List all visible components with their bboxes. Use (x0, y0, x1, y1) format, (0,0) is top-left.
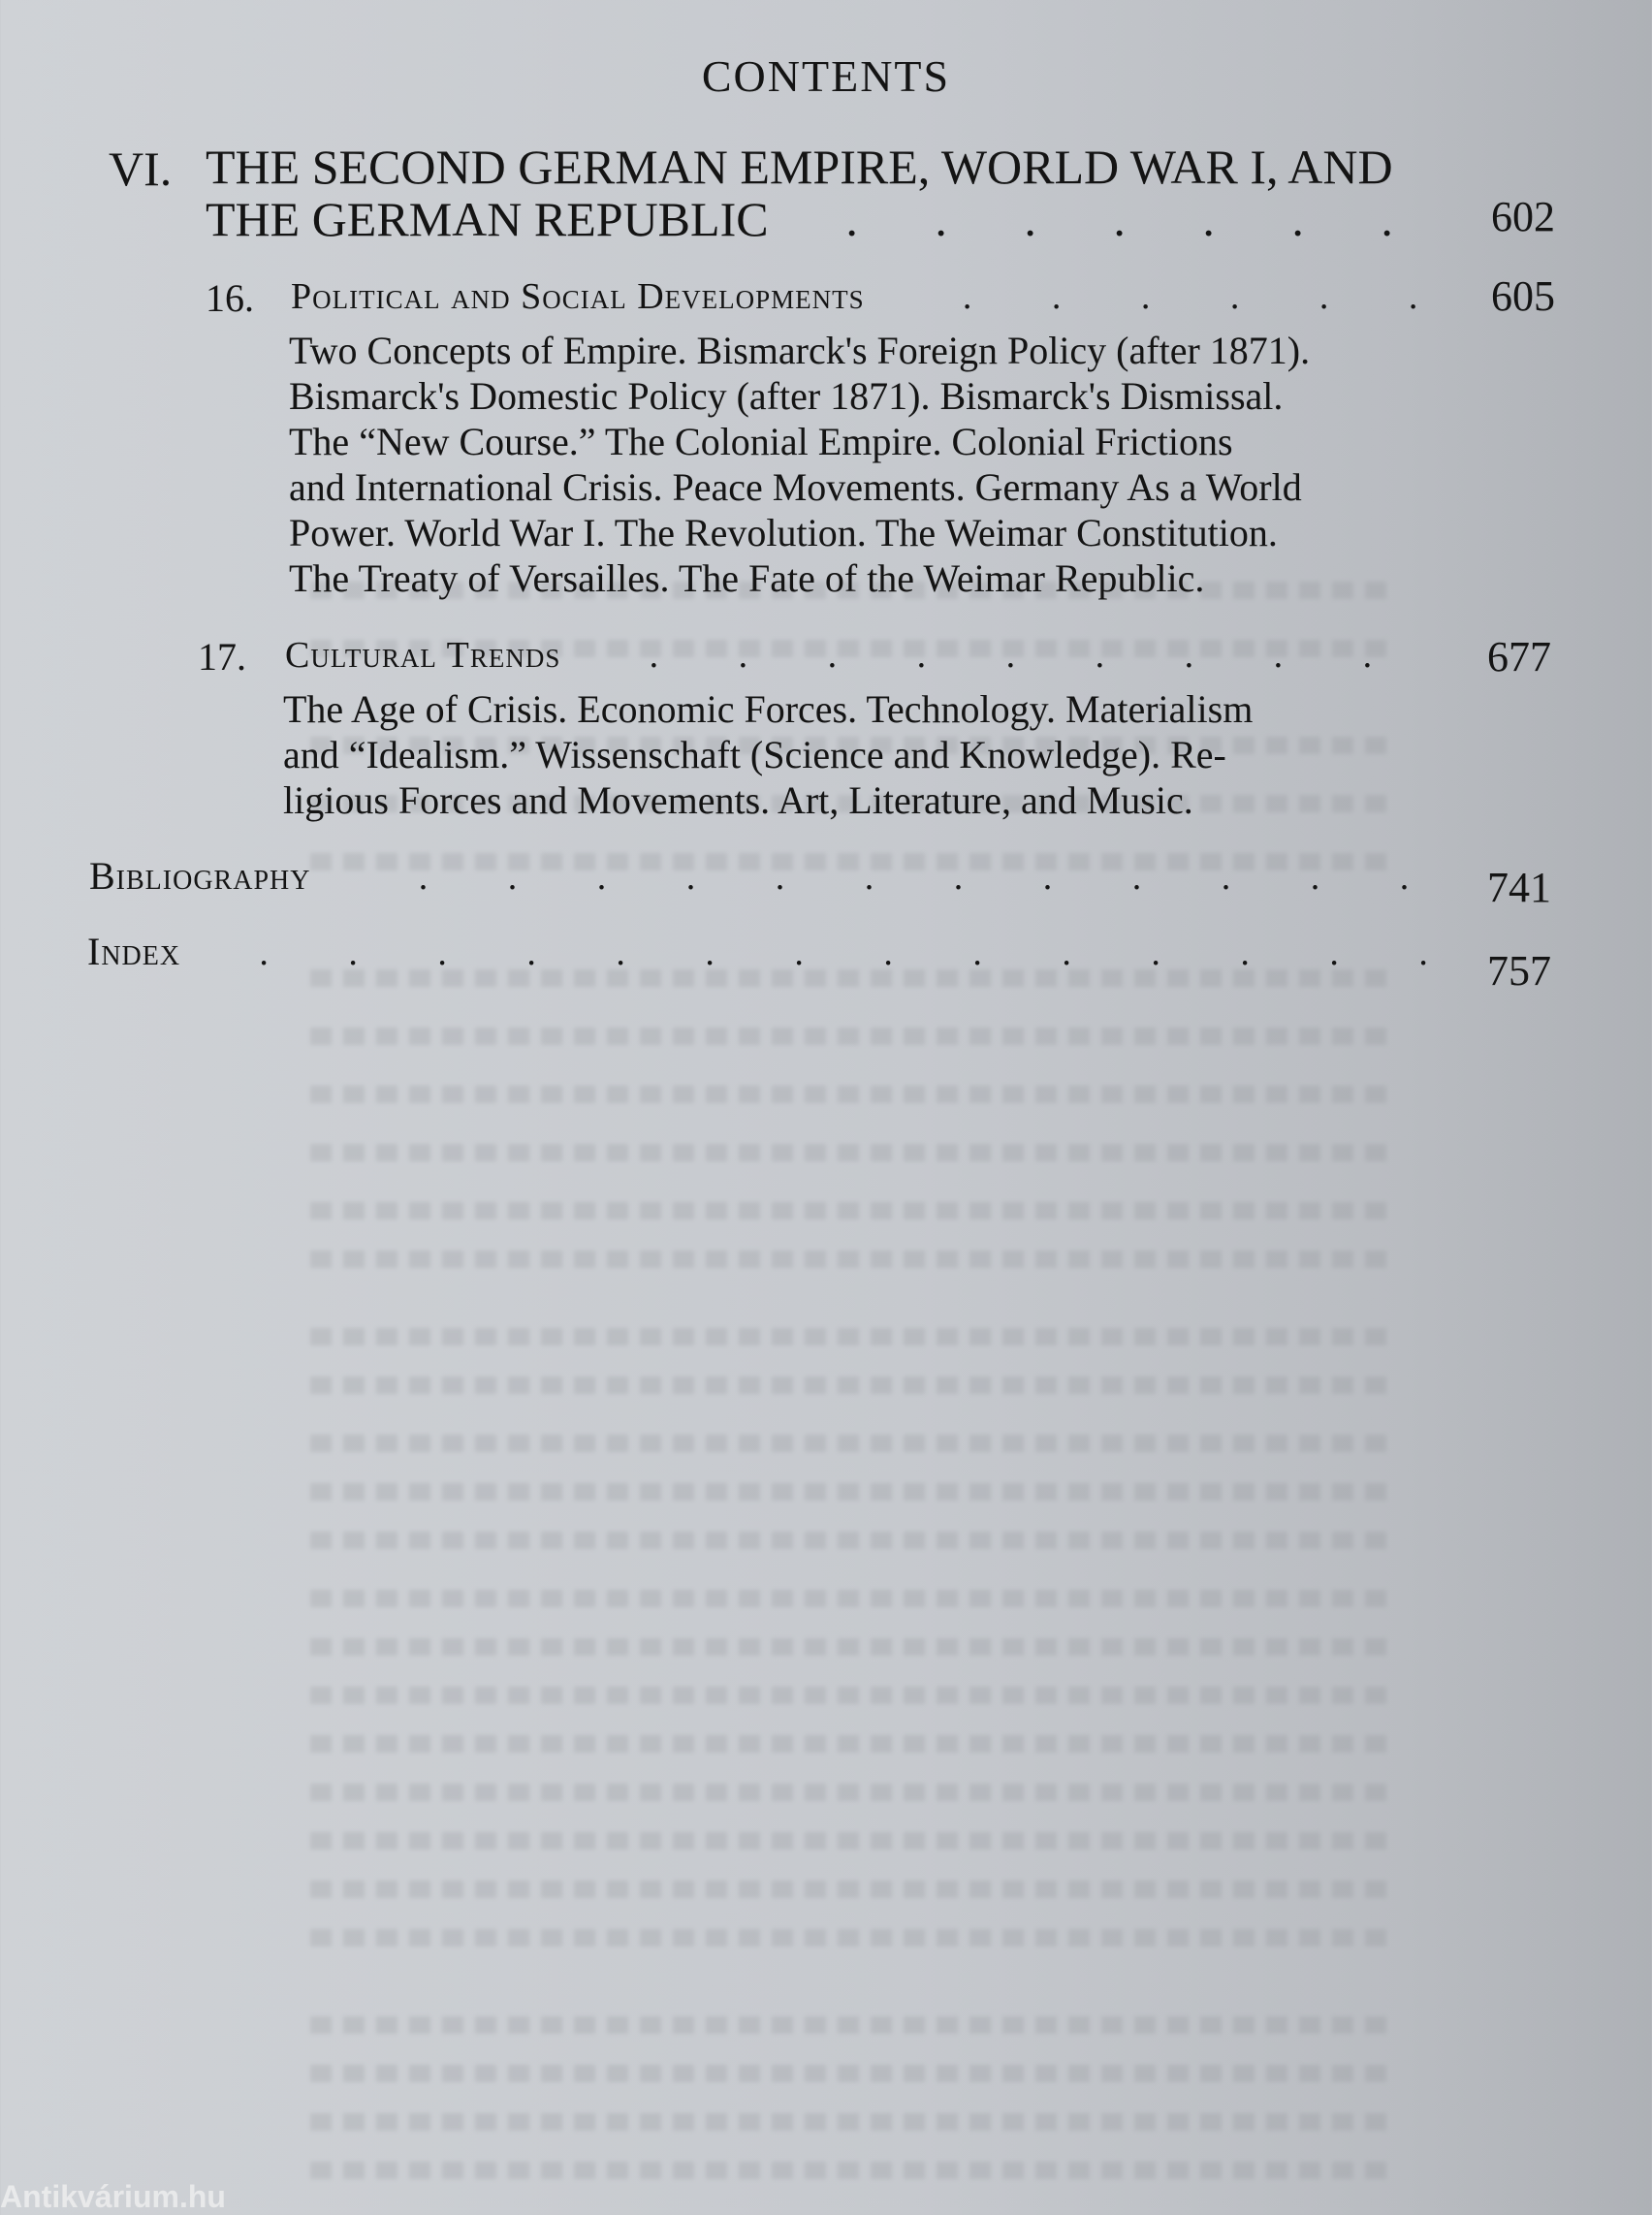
bibliography-title: Bibliography (89, 854, 311, 898)
bibliography-row (89, 853, 1450, 899)
part-title-line-1: THE SECOND GERMAN EMPIRE, WORLD WAR I, AND (206, 140, 1393, 194)
chapter-number: 16. (206, 276, 254, 320)
chapter-number: 17. (198, 635, 246, 679)
chapter-page-number: 605 (1491, 272, 1555, 320)
summary-line: and International Crisis. Peace Movements. Germany As a World (289, 465, 1302, 509)
summary-line: Bismarck's Domestic Policy (after 1871). Bismarck's Dismissal. (289, 374, 1284, 418)
index-title: Index (87, 930, 181, 973)
summary-line: Power. World War I. The Revolution. The Weimar Constitution. (289, 511, 1278, 554)
watermark: Antikvárium.hu (0, 2179, 226, 2214)
chapter-page-number: 677 (1487, 633, 1551, 680)
part-title-line-2-row (206, 193, 1456, 245)
summary-line: The Treaty of Versailles. The Fate of the Weimar Republic. (289, 556, 1205, 600)
page-heading: CONTENTS (701, 51, 951, 101)
dot-leader: . . . . . . . . . . . . (418, 857, 1410, 898)
index-page-number: 757 (1487, 947, 1551, 995)
summary-line: and “Idealism.” Wissenschaft (Science and Knowledge). Re- (283, 733, 1226, 776)
index-row (87, 929, 1450, 974)
summary-line: ligious Forces and Movements. Art, Literature, and Music. (283, 778, 1193, 822)
chapter-summary (283, 686, 1450, 823)
chapter-summary (289, 328, 1450, 601)
summary-line: The Age of Crisis. Economic Forces. Technology. Materialism (283, 687, 1254, 731)
dot-leader: . . . . . . . . . (649, 635, 1373, 676)
chapter-title: Political and Social Developments (291, 276, 865, 317)
bibliography-page-number: 741 (1487, 864, 1551, 911)
dot-leader: . . . . . . . (845, 193, 1393, 245)
summary-line: The “New Course.” The Colonial Empire. Colonial Frictions (289, 420, 1233, 463)
dot-leader: . . . . . . . . . . . . . . (259, 933, 1428, 973)
chapter-title-row (291, 275, 1450, 318)
summary-line: Two Concepts of Empire. Bismarck's Foreign Policy (after 1871). (289, 329, 1311, 372)
chapter-title-row (285, 634, 1450, 677)
part-title-line-2: THE GERMAN REPUBLIC (206, 192, 769, 246)
part-page-number: 602 (1491, 193, 1555, 240)
dot-leader: . . . . . . (962, 276, 1418, 317)
part-number: VI. (109, 142, 173, 196)
chapter-title: Cultural Trends (285, 635, 561, 676)
part-title (206, 141, 1456, 245)
